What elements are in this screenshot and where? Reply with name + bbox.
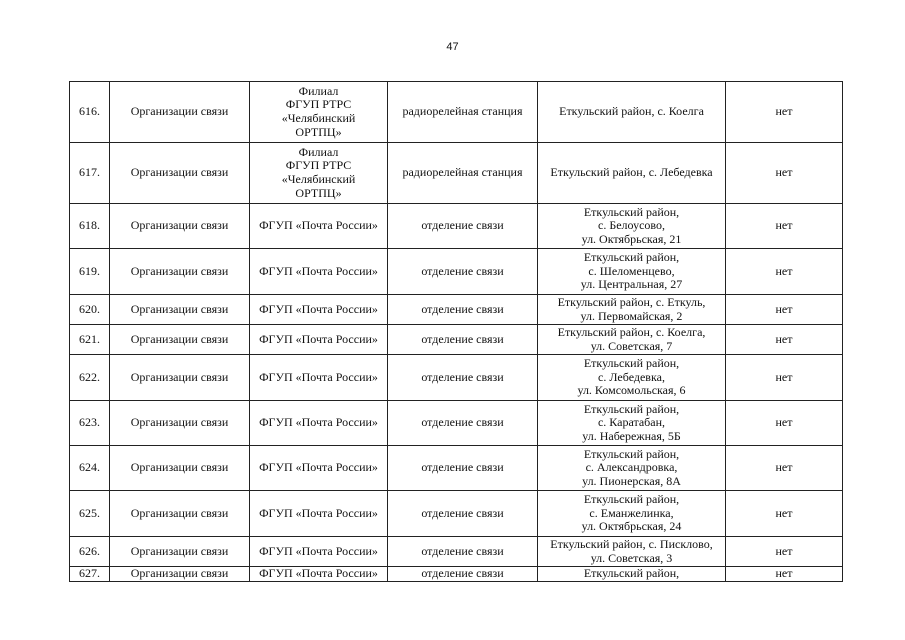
organization-cell-line: Филиал <box>298 144 339 159</box>
organization-cell <box>250 537 388 567</box>
category-cell <box>110 295 250 325</box>
address-cell-line: ул. Октябрьская, 21 <box>581 231 682 246</box>
address-cell-line: ул. Комсомольская, 6 <box>577 383 686 398</box>
organization-cell-line: «Челябинский <box>281 111 356 125</box>
table-row <box>70 567 843 582</box>
address-cell-line: ул. Советская, 7 <box>590 338 673 353</box>
status-cell <box>726 491 843 537</box>
status-cell-text: нет <box>775 543 793 558</box>
address-cell <box>538 204 726 249</box>
status-cell-text: нет <box>775 104 793 119</box>
object-type-cell-text: радиорелейная станция <box>402 104 523 119</box>
category-cell <box>110 143 250 204</box>
organization-cell <box>250 446 388 491</box>
organization-cell <box>250 491 388 537</box>
address-cell <box>538 401 726 446</box>
address-cell-line: Еткульский район, с. Лебедевка <box>550 165 713 180</box>
address-cell <box>538 295 726 325</box>
address-cell <box>538 82 726 143</box>
row-number-text: 618. <box>79 218 100 233</box>
status-cell-text: нет <box>775 505 793 520</box>
organization-cell-line: Филиал <box>298 83 339 98</box>
table-row <box>70 446 843 491</box>
table-row <box>70 355 843 401</box>
category-cell-text: Организации связи <box>130 566 229 581</box>
row-number-text: 620. <box>79 301 100 316</box>
organization-cell <box>250 82 388 143</box>
object-type-cell-text: отделение связи <box>421 505 504 520</box>
address-cell-line: Еткульский район, с. Еткуль, <box>557 294 706 309</box>
organization-cell-line: ФГУП «Почта России» <box>259 369 378 384</box>
address-cell-line: Еткульский район, <box>583 401 680 416</box>
address-cell-line: ул. Первомайская, 2 <box>580 308 683 323</box>
category-cell-text: Организации связи <box>130 218 229 233</box>
object-type-cell-text: отделение связи <box>421 460 504 475</box>
object-type-cell <box>388 82 538 143</box>
address-cell-line: ул. Советская, 3 <box>590 550 673 565</box>
address-cell-line: Еткульский район, с. Коелга <box>559 104 704 119</box>
object-type-cell <box>388 537 538 567</box>
object-type-cell-text: отделение связи <box>421 331 504 346</box>
row-number <box>70 537 110 567</box>
organization-cell-line: ФГУП «Почта России» <box>259 301 378 316</box>
category-cell-text: Организации связи <box>130 415 229 430</box>
address-cell-line: ул. Октябрьская, 24 <box>581 519 682 534</box>
address-cell-line: Еткульский район, <box>583 492 680 507</box>
status-cell <box>726 204 843 249</box>
address-cell <box>538 446 726 491</box>
organization-cell <box>250 401 388 446</box>
object-type-cell-text: отделение связи <box>421 369 504 384</box>
row-number <box>70 491 110 537</box>
category-cell <box>110 325 250 355</box>
address-cell <box>538 249 726 295</box>
category-cell <box>110 491 250 537</box>
row-number <box>70 143 110 204</box>
status-cell-text: нет <box>775 165 793 180</box>
object-type-cell <box>388 567 538 582</box>
row-number-text: 621. <box>79 331 100 346</box>
category-cell-text: Организации связи <box>130 104 229 119</box>
row-number <box>70 401 110 446</box>
organization-cell-line: ФГУП «Почта России» <box>259 218 378 233</box>
organization-cell-line: ФГУП «Почта России» <box>259 460 378 475</box>
category-cell-text: Организации связи <box>130 505 229 520</box>
table-row <box>70 295 843 325</box>
address-cell-line: Еткульский район, <box>583 446 680 461</box>
address-cell-line: с. Еманжелинка, <box>589 505 674 520</box>
category-cell-text: Организации связи <box>130 543 229 558</box>
status-cell-text: нет <box>775 460 793 475</box>
status-cell <box>726 325 843 355</box>
row-number-text: 622. <box>79 369 100 384</box>
object-type-cell <box>388 446 538 491</box>
category-cell <box>110 249 250 295</box>
category-cell <box>110 355 250 401</box>
row-number-text: 616. <box>79 104 100 119</box>
table-row <box>70 143 843 204</box>
table-row <box>70 401 843 446</box>
status-cell <box>726 355 843 401</box>
address-cell <box>538 491 726 537</box>
status-cell <box>726 249 843 295</box>
object-type-cell-text: отделение связи <box>421 218 504 233</box>
organization-cell-line: ФГУП «Почта России» <box>259 415 378 430</box>
organization-cell-line: ФГУП «Почта России» <box>259 331 378 346</box>
row-number-text: 617. <box>79 165 100 180</box>
address-cell-line: с. Лебедевка, <box>598 369 665 384</box>
row-number-text: 619. <box>79 263 100 278</box>
address-cell-line: Еткульский район, с. Коелга, <box>557 324 706 339</box>
organization-cell <box>250 249 388 295</box>
address-cell-line: с. Белоусово, <box>598 218 665 233</box>
object-type-cell <box>388 295 538 325</box>
row-number-text: 625. <box>79 505 100 520</box>
table-row <box>70 249 843 295</box>
status-cell-text: нет <box>775 331 793 346</box>
category-cell <box>110 446 250 491</box>
category-cell <box>110 537 250 567</box>
address-cell-line: Еткульский район, <box>583 250 680 265</box>
page-number: 47 <box>446 41 459 53</box>
row-number <box>70 204 110 249</box>
table-body <box>70 82 843 582</box>
organization-cell-line: ФГУП «Почта России» <box>259 543 378 558</box>
object-type-cell-text: отделение связи <box>421 263 504 278</box>
address-cell-line: Еткульский район, <box>583 356 680 371</box>
address-cell-line: Еткульский район, <box>583 566 680 581</box>
row-number <box>70 325 110 355</box>
table-row <box>70 537 843 567</box>
category-cell-text: Организации связи <box>130 301 229 316</box>
address-cell-line: с. Каратабан, <box>597 415 666 430</box>
address-cell <box>538 143 726 204</box>
row-number-text: 626. <box>79 543 100 558</box>
organization-cell-line: ФГУП РТРС <box>285 97 352 112</box>
address-cell <box>538 537 726 567</box>
object-type-cell <box>388 143 538 204</box>
category-cell-text: Организации связи <box>130 369 229 384</box>
status-cell-text: нет <box>775 369 793 384</box>
status-cell-text: нет <box>775 415 793 430</box>
object-type-cell <box>388 325 538 355</box>
address-cell-line: с. Александровка, <box>585 460 678 475</box>
row-number <box>70 82 110 143</box>
row-number-text: 627. <box>79 566 100 581</box>
status-cell-text: нет <box>775 263 793 278</box>
address-cell-line: ул. Пионерская, 8А <box>582 473 681 488</box>
table-row <box>70 82 843 143</box>
address-cell-line: ул. Центральная, 27 <box>580 277 683 292</box>
organization-cell-line: ФГУП РТРС <box>285 158 352 173</box>
organization-cell-line: ФГУП «Почта России» <box>259 263 378 278</box>
address-cell <box>538 355 726 401</box>
organization-cell-line: «Челябинский <box>281 172 356 186</box>
table-row <box>70 491 843 537</box>
row-number-text: 624. <box>79 460 100 475</box>
organization-cell-line: ОРТПЦ» <box>295 124 342 139</box>
address-cell-line: ул. Набережная, 5Б <box>582 428 681 443</box>
object-type-cell <box>388 249 538 295</box>
organization-cell-line: ФГУП «Почта России» <box>259 566 378 581</box>
object-type-cell-text: отделение связи <box>421 543 504 558</box>
address-cell <box>538 325 726 355</box>
table-row <box>70 204 843 249</box>
address-cell <box>538 567 726 582</box>
address-cell-line: с. Шеломенцево, <box>588 263 675 278</box>
object-type-cell-text: отделение связи <box>421 415 504 430</box>
table-row <box>70 325 843 355</box>
category-cell <box>110 401 250 446</box>
organization-cell-line: ОРТПЦ» <box>295 185 342 200</box>
address-cell-line: Еткульский район, с. Писклово, <box>550 536 713 551</box>
object-type-cell-text: отделение связи <box>421 566 504 581</box>
organization-cell <box>250 295 388 325</box>
category-cell-text: Организации связи <box>130 331 229 346</box>
organization-cell <box>250 204 388 249</box>
status-cell <box>726 143 843 204</box>
row-number <box>70 567 110 582</box>
status-cell <box>726 82 843 143</box>
status-cell-text: нет <box>775 218 793 233</box>
facilities-table <box>69 81 843 582</box>
status-cell <box>726 401 843 446</box>
status-cell <box>726 537 843 567</box>
object-type-cell <box>388 401 538 446</box>
category-cell-text: Организации связи <box>130 263 229 278</box>
organization-cell <box>250 325 388 355</box>
category-cell <box>110 567 250 582</box>
category-cell-text: Организации связи <box>130 165 229 180</box>
status-cell-text: нет <box>775 566 793 581</box>
category-cell <box>110 82 250 143</box>
object-type-cell-text: радиорелейная станция <box>402 165 523 180</box>
status-cell <box>726 295 843 325</box>
row-number <box>70 295 110 325</box>
object-type-cell-text: отделение связи <box>421 301 504 316</box>
row-number <box>70 249 110 295</box>
status-cell <box>726 567 843 582</box>
row-number <box>70 355 110 401</box>
organization-cell <box>250 567 388 582</box>
status-cell <box>726 446 843 491</box>
organization-cell <box>250 355 388 401</box>
object-type-cell <box>388 355 538 401</box>
organization-cell <box>250 143 388 204</box>
status-cell-text: нет <box>775 301 793 316</box>
category-cell <box>110 204 250 249</box>
organization-cell-line: ФГУП «Почта России» <box>259 505 378 520</box>
object-type-cell <box>388 491 538 537</box>
row-number <box>70 446 110 491</box>
object-type-cell <box>388 204 538 249</box>
address-cell-line: Еткульский район, <box>583 204 680 219</box>
row-number-text: 623. <box>79 415 100 430</box>
category-cell-text: Организации связи <box>130 460 229 475</box>
